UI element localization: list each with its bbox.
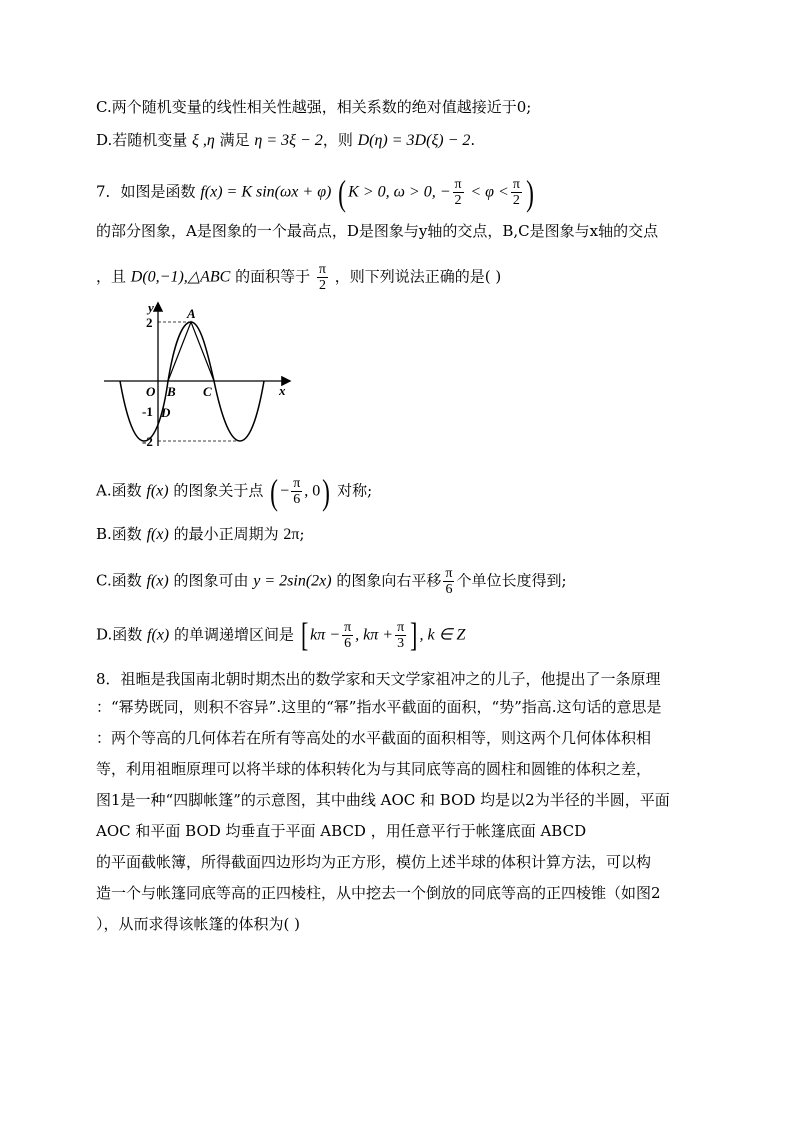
q7-option-b-value: 2π: [283, 526, 300, 543]
q7-option-c-mid2: 的图象向右平移: [336, 571, 442, 590]
q7-option-d-prefix: D.函数: [96, 625, 143, 644]
q7-option-b-end: ;: [299, 525, 305, 543]
q7-option-b: [96, 523, 305, 546]
frac-denominator: 2: [512, 193, 520, 208]
q7-line3-end: ，则下列说法正确的是( ): [334, 267, 502, 286]
point-d-label: D: [161, 405, 171, 420]
paren-open-icon: (: [338, 172, 347, 213]
q8-text-2: ：“幂势既同，则积不容异”.这里的“幂”指水平截面的面积，“势”指高.这句话的意思是: [96, 698, 662, 716]
paren-close-icon: ): [526, 172, 534, 213]
y-axis-label: y: [148, 300, 154, 315]
q8-line2: [96, 696, 662, 718]
frac-denominator: 6: [293, 492, 301, 507]
q8-line7: [96, 851, 651, 873]
q7-function: f(x) = K sin(ωx + φ): [200, 183, 332, 201]
frac-numerator: π: [454, 177, 462, 192]
q7-condition-b: < φ <: [470, 183, 509, 201]
q8-text-1: 8．祖暅是我国南北朝时期杰出的数学家和天文学家祖冲之的儿子，他提出了一条原理: [96, 670, 661, 688]
q7-condition-a: K > 0, ω > 0, −: [348, 183, 451, 201]
q8-text-5: 图1是一种“四脚帐篷”的示意图，其中曲线 AOC 和 BOD 均是以2为半径的半圆，平面: [96, 791, 670, 809]
option-d-prefix: D.若随机变量: [96, 131, 188, 149]
q7-option-c-func: f(x): [146, 572, 169, 590]
q7-option-c-end: 个单位长度得到;: [456, 571, 567, 590]
q8-text-7: 的平面截帐簿，所得截面四边形均为正方形，模仿上述半球的体积计算方法，可以构: [96, 853, 652, 871]
paren-close-icon: ): [322, 471, 331, 512]
q7-option-a: [96, 471, 373, 512]
option-d-end: .: [470, 131, 476, 149]
option-d-line: [96, 129, 475, 152]
point-a-label: A: [187, 306, 196, 321]
q7-line3: [96, 262, 501, 293]
q7-condition-frac2: [511, 177, 522, 208]
q7-option-c-frac: [443, 566, 454, 597]
q7-option-d-kpi1: kπ −: [310, 626, 341, 644]
x-axis-label: x: [279, 383, 286, 398]
q7-option-d: [96, 616, 466, 654]
q7-option-d-frac2: [395, 620, 406, 651]
q7-option-a-func: f(x): [146, 482, 169, 500]
q8-line4: [96, 758, 651, 780]
frac-numerator: π: [293, 476, 301, 491]
option-d-then: ，则: [322, 131, 353, 149]
q8-line9: [96, 913, 300, 935]
q7-condition-frac1: [453, 177, 464, 208]
option-c-line: [96, 96, 531, 118]
q7-area-frac: [317, 262, 328, 293]
q8-line6: [96, 820, 586, 842]
option-c-text: C.两个随机变量的线性相关性越强，相关系数的绝对值越接近于0;: [96, 98, 532, 116]
q7-option-d-func: f(x): [147, 626, 170, 644]
frac-denominator: 2: [318, 278, 326, 293]
q7-line2: [96, 220, 658, 242]
frac-numerator: π: [445, 566, 453, 581]
frac-numerator: π: [512, 177, 520, 192]
tick-label-neg1: -1: [142, 404, 153, 419]
q7-option-d-end: , k ∈ Z: [419, 626, 466, 644]
point-b-label: B: [167, 384, 176, 399]
option-d-vars: ξ ,η: [192, 132, 215, 149]
point-c-label: C: [203, 384, 212, 399]
q7-option-c-mid: 的图象可由: [173, 571, 249, 590]
q7-option-a-neg: −: [280, 482, 290, 500]
tick-label-2: 2: [146, 315, 153, 330]
q8-text-4: 等，利用祖暅原理可以将半球的体积转化为与其同底等高的圆柱和圆锥的体积之差，: [96, 760, 652, 778]
q7-option-d-mid: 的单调递增区间是: [174, 625, 295, 644]
q7-line3-mid: 的面积等于: [235, 267, 311, 286]
point-o-label: O: [146, 384, 156, 399]
q7-option-a-end: 对称;: [337, 481, 373, 500]
q8-text-8: 造一个与帐篷同底等高的正四棱柱，从中挖去一个倒放的同底等高的正四棱锥（如图2: [96, 884, 661, 902]
frac-numerator: π: [344, 620, 352, 635]
option-d-mid: 满足: [219, 131, 250, 149]
q7-line2-text: 的部分图象，A是图象的一个最高点，D是图象与y轴的交点，B,C是图象与x轴的交点: [96, 222, 659, 240]
tick-label-neg2: -2: [142, 434, 153, 449]
frac-denominator: 6: [445, 582, 453, 597]
q7-option-c: [96, 566, 567, 597]
q7-option-b-func: f(x): [146, 526, 169, 543]
q8-text-6: AOC 和平面 BOD 均垂直于平面 ABCD ，用任意平行于帐篷底面 ABCD: [96, 822, 587, 840]
q7-option-a-zero: , 0: [304, 482, 321, 500]
option-d-eq2: D(η) = 3D(ξ) − 2: [357, 132, 471, 149]
q8-line5: [96, 789, 670, 811]
frac-denominator: 2: [454, 193, 462, 208]
q8-line3: [96, 727, 651, 749]
frac-numerator: π: [397, 620, 405, 635]
q8-text-3: ：两个等高的几何体若在所有等高处的水平截面的面积相等，则这两个几何体体积相: [96, 729, 652, 747]
q7-line3-prefix: ，且: [96, 267, 127, 286]
frac-denominator: 3: [397, 636, 405, 651]
q7-stem-line: [96, 172, 536, 213]
frac-numerator: π: [318, 262, 326, 277]
bracket-close-icon: ]: [410, 616, 418, 654]
q7-stem-prefix: 7．如图是函数: [96, 182, 196, 201]
bracket-open-icon: [: [300, 616, 309, 654]
q7-sine-graph: [104, 300, 294, 450]
q7-option-a-frac: [291, 476, 302, 507]
q7-option-c-g: y = 2sin(2x): [253, 572, 332, 590]
q7-option-a-prefix: A.函数: [96, 481, 142, 500]
q8-line8: [96, 882, 661, 904]
q7-option-a-mid: 的图象关于点: [173, 481, 264, 500]
frac-denominator: 6: [344, 636, 352, 651]
q7-option-c-prefix: C.函数: [96, 571, 142, 590]
q7-option-d-kpi2: , kπ +: [355, 626, 394, 644]
q7-option-d-frac1: [342, 620, 353, 651]
q8-text-9: ），从而求得该帐篷的体积为( ): [96, 915, 300, 933]
q7-option-b-mid: 的最小正周期为: [173, 525, 279, 543]
q7-line3-d: D(0,−1),△ABC: [130, 268, 231, 286]
option-d-eq1: η = 3ξ − 2: [254, 132, 323, 149]
q8-line1: [96, 668, 661, 690]
paren-open-icon: (: [270, 471, 279, 512]
q7-option-b-prefix: B.函数: [96, 525, 142, 543]
